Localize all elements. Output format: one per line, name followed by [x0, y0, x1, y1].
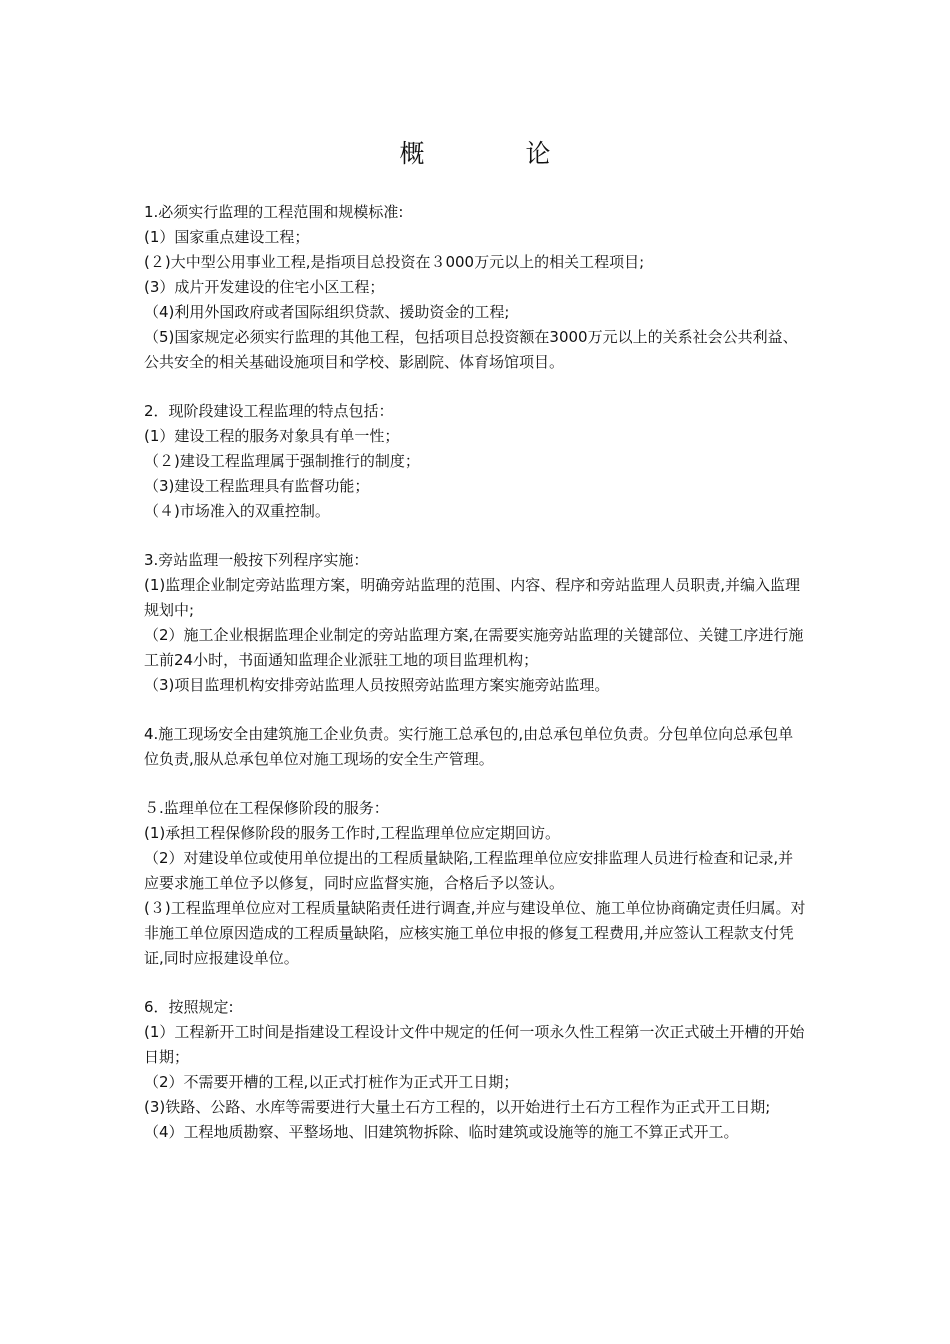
list-item: (1)监理企业制定旁站监理方案，明确旁站监理的范围、内容、程序和旁站监理人员职责,并编入监理规划中; — [144, 576, 801, 619]
section-heading: 1.必须实行监理的工程范围和规模标准: — [144, 203, 404, 221]
list-item: (２)大中型公用事业工程,是指项目总投资在３000万元以上的相关工程项目; — [144, 253, 645, 271]
list-item: （4）工程地质勘察、平整场地、旧建筑物拆除、临时建筑或设施等的施工不算正式开工。 — [144, 1123, 739, 1141]
list-item: (3）成片开发建设的住宅小区工程； — [144, 278, 385, 296]
section-heading: ５.监理单位在工程保修阶段的服务： — [144, 799, 389, 817]
list-item: （２)建设工程监理属于强制推行的制度； — [144, 452, 420, 470]
section-heading: 6．按照规定: — [144, 998, 234, 1016]
list-item: （4)利用外国政府或者国际组织贷款、援助资金的工程; — [144, 303, 510, 321]
section-5 — [144, 796, 808, 971]
section-4 — [144, 722, 808, 772]
list-item: （3)建设工程监理具有监督功能； — [144, 477, 370, 495]
list-item: (1）国家重点建设工程； — [144, 228, 310, 246]
list-item: （2）不需要开槽的工程,以正式打桩作为正式开工日期； — [144, 1073, 519, 1091]
section-heading: 2．现阶段建设工程监理的特点包括： — [144, 402, 394, 420]
list-item: (1）建设工程的服务对象具有单一性； — [144, 427, 400, 445]
section-1 — [144, 200, 808, 375]
list-item: (３)工程监理单位应对工程质量缺陷责任进行调查,并应与建设单位、施工单位协商确定责任归属。对非施工单位原因造成的工程质量缺陷，应核实施工单位申报的修复工程费用,并应签认工程款支付凭证,同时应报建设单位。 — [144, 899, 806, 967]
section-6 — [144, 995, 808, 1145]
list-item: （2）施工企业根据监理企业制定的旁站监理方案,在需要实施旁站监理的关键部位、关键工序进行施工前24小时，书面通知监理企业派驻工地的项目监理机构； — [144, 626, 804, 669]
section-heading: 3.旁站监理一般按下列程序实施： — [144, 551, 369, 569]
list-item: （2）对建设单位或使用单位提出的工程质量缺陷,工程监理单位应安排监理人员进行检查和记录,并应要求施工单位予以修复，同时应监督实施，合格后予以签认。 — [144, 849, 794, 892]
list-item: (1）工程新开工时间是指建设工程设计文件中规定的任何一项永久性工程第一次正式破土开槽的开始日期； — [144, 1023, 805, 1066]
section-3 — [144, 548, 808, 698]
list-item: （４)市场准入的双重控制。 — [144, 502, 330, 520]
list-item: (3)铁路、公路、水库等需要进行大量土石方工程的，以开始进行土石方工程作为正式开工日期; — [144, 1098, 771, 1116]
document-body — [144, 200, 808, 1169]
page-title: 概 论 — [399, 139, 589, 168]
section-2 — [144, 399, 808, 524]
paragraph: 4.施工现场安全由建筑施工企业负责。实行施工总承包的,由总承包单位负责。分包单位向总承包单位负责,服从总承包单位对施工现场的安全生产管理。 — [144, 725, 794, 768]
list-item: （5)国家规定必须实行监理的其他工程，包括项目总投资额在3000万元以上的关系社会公共利益、公共安全的相关基础设施项目和学校、影剧院、体育场馆项目。 — [144, 328, 798, 371]
list-item: （3)项目监理机构安排旁站监理人员按照旁站监理方案实施旁站监理。 — [144, 676, 610, 694]
list-item: (1)承担工程保修阶段的服务工作时,工程监理单位应定期回访。 — [144, 824, 561, 842]
